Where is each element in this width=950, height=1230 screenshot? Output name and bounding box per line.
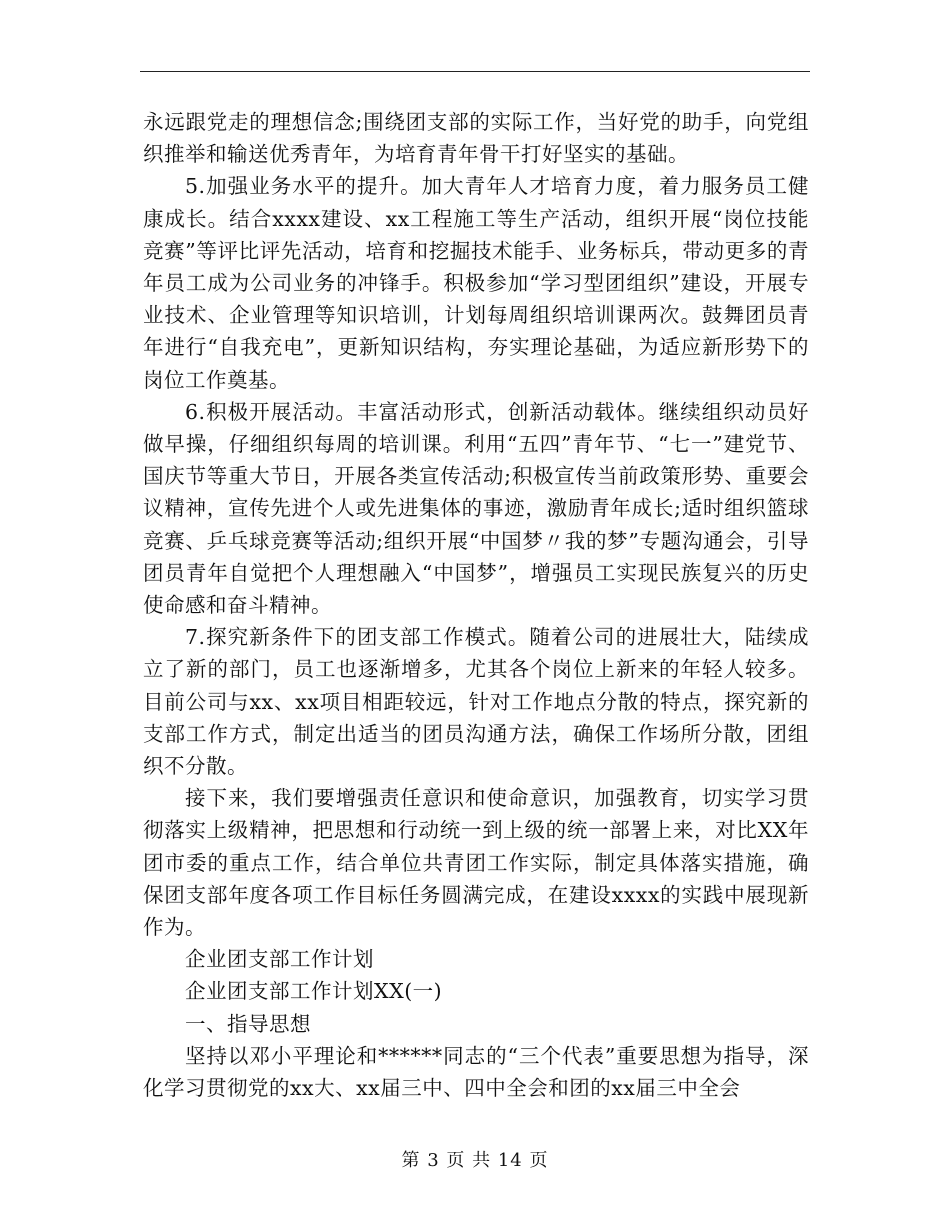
paragraph-guiding-thought: 坚持以邓小平理论和******同志的“三个代表”重要思想为指导，深化学习贯彻党的xx大、xx届三中、四中全会和团的xx届三中全会 xyxy=(143,1043,809,1101)
paragraph-conclusion: 接下来，我们要增强责任意识和使命意识，加强教育，切实学习贯彻落实上级精神，把思想和行动统一到上级的统一部署上来，对比XX年团市委的重点工作，结合单位共青团工作实际，制定具体落实措施，确保团支部年度各项工作目标任务圆满完成，在建设xxxx的实践中展现新作为。 xyxy=(143,786,809,940)
paragraph-item-5: 5.加强业务水平的提升。加大青年人才培育力度，着力服务员工健康成长。结合xxxx建设、xx工程施工等生产活动，组织开展“岗位技能竞赛”等评比评先活动，培育和挖掘技术能手、业务标兵，带动更多的青年员工成为公司业务的冲锋手。积极参加“学习型团组织”建设，开展专业技术、企业管理等知识培训，计划每周组织培训课两次。鼓舞团员青年进行“自我充电”，更新知识结构，夯实理论基础，为适应新形势下的岗位工作奠基。 xyxy=(143,174,809,392)
section-subtitle: 企业团支部工作计划XX(一) xyxy=(185,979,443,1004)
page-footer xyxy=(0,1146,950,1172)
header-rule xyxy=(140,71,810,72)
paragraph-item-7: 7.探究新条件下的团支部工作模式。随着公司的进展壮大，陆续成立了新的部门，员工也逐渐增多，尤其各个岗位上新来的年轻人较多。目前公司与xx、xx项目相距较远，针对工作地点分散的特点，探究新的支部工作方式，制定出适当的团员沟通方法，确保工作场所分散，团组织不分散。 xyxy=(143,625,809,779)
paragraph-item-6: 6.积极开展活动。丰富活动形式，创新活动载体。继续组织动员好做早操，仔细组织每周的培训课。利用“五四”青年节、“七一”建党节、国庆节等重大节日，开展各类宣传活动;积极宣传当前政策形势、重要会议精神，宣传先进个人或先进集体的事迹，激励青年成长;适时组织篮球竞赛、乒乓球竞赛等活动;组织开展“中国梦〃我的梦”专题沟通会，引导团员青年自觉把个人理想融入“中国梦”，增强员工实现民族复兴的历史使命感和奋斗精神。 xyxy=(143,399,809,618)
page-number-label: 第 3 页 共 14 页 xyxy=(401,1150,549,1171)
section-title: 企业团支部工作计划 xyxy=(185,947,374,972)
paragraph-continuation: 永远跟党走的理想信念;围绕团支部的实际工作，当好党的助手，向党组织推举和输送优秀青年，为培育青年骨干打好坚实的基础。 xyxy=(143,110,809,167)
heading-guiding-thought: 一、指导思想 xyxy=(185,1011,311,1036)
document-body xyxy=(143,106,809,1104)
